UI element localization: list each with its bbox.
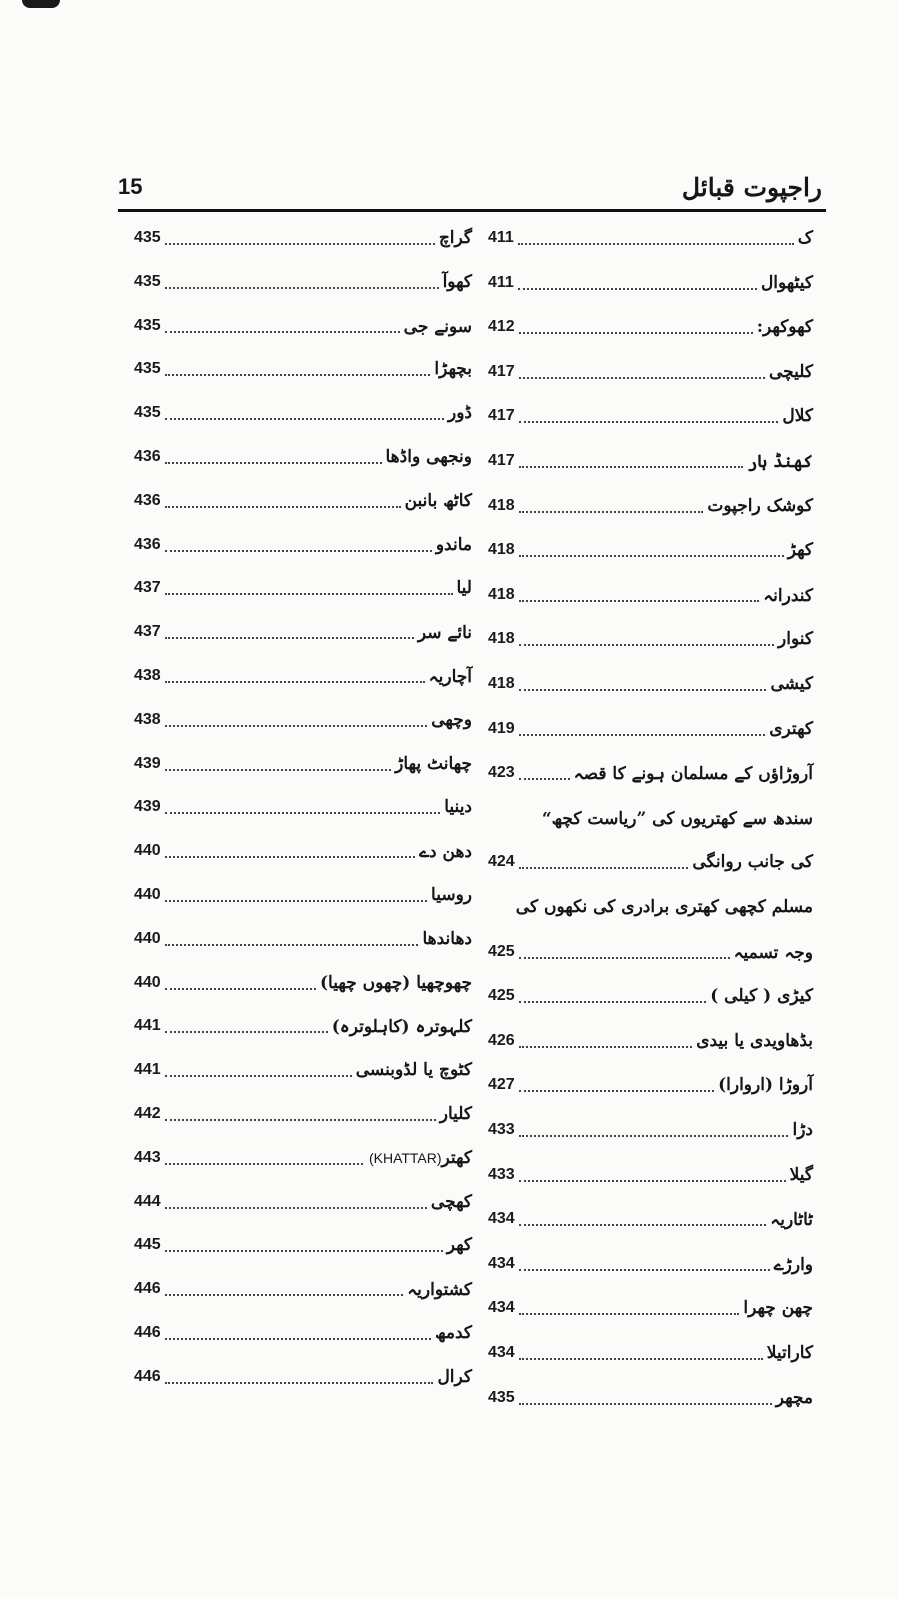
toc-entry [134, 656, 472, 696]
dot-leader [165, 1338, 431, 1340]
dot-leader [165, 812, 441, 814]
entry-page-number: 418 [488, 497, 515, 514]
entry-page-number: 423 [488, 764, 515, 781]
entry-page-number: 437 [134, 579, 161, 596]
entry-page-number: 417 [488, 452, 515, 469]
toc-entry [488, 307, 813, 347]
dot-leader [519, 1001, 707, 1003]
entry-title: کشتواریہ [407, 1279, 472, 1300]
entry-page-number: 439 [134, 755, 161, 772]
toc-entry [488, 1110, 813, 1150]
page-header [118, 150, 826, 212]
entry-title: کھچی [430, 1192, 472, 1212]
entry-page-number: 446 [134, 1324, 161, 1341]
toc-entry [488, 1155, 813, 1195]
toc-entry [134, 393, 472, 433]
toc-entry [488, 1244, 813, 1284]
dot-leader [519, 867, 689, 869]
entry-title: کلال [782, 406, 813, 426]
entry-title: کٹوچ یا لڈوبنسی [355, 1060, 472, 1080]
entry-page-number: 435 [134, 360, 161, 377]
toc-entry [488, 218, 813, 258]
entry-title: وارڑے [773, 1254, 813, 1275]
entry-title: کھتر [441, 1148, 472, 1168]
entry-page-number: 435 [134, 317, 161, 334]
entry-title: وجہ تسمیہ [733, 942, 813, 963]
entry-page-number: 435 [134, 404, 161, 421]
toc-entry [134, 481, 472, 521]
entry-title: ٹاٹاریہ [770, 1209, 813, 1230]
entry-title: نائے سر [417, 622, 472, 643]
toc-entry [134, 612, 472, 652]
dot-leader [519, 1090, 714, 1092]
dot-leader [165, 1163, 363, 1165]
entry-title: کوشک راجپوت [707, 496, 813, 516]
dot-leader [165, 1294, 404, 1296]
page-corner-mark [22, 0, 60, 8]
toc-entry [488, 1288, 813, 1328]
entry-title: ک [797, 228, 813, 248]
toc-entry [488, 709, 813, 749]
entry-page-number: 434 [488, 1210, 515, 1227]
dot-leader [519, 555, 784, 557]
toc-entry [134, 1138, 472, 1178]
entry-title: چھوچھیا (چھوں چھیا) [320, 973, 472, 993]
entry-title: مچھر [775, 1388, 813, 1408]
dot-leader [519, 778, 570, 780]
toc-entry [134, 218, 472, 258]
dot-leader [519, 1403, 772, 1405]
dot-leader [165, 506, 401, 508]
toc-entry [134, 1006, 472, 1046]
dot-leader [165, 988, 316, 990]
dot-leader [519, 1313, 740, 1315]
toc-entry [488, 887, 813, 927]
entry-title: کی جانب روانگی [692, 852, 813, 872]
toc-entry [488, 842, 813, 882]
entry-title: مسلم کچھی کھتری برادری کی نکھوں کی [515, 897, 813, 917]
dot-leader [165, 944, 419, 946]
toc-entry [134, 787, 472, 827]
entry-page-number: 438 [134, 667, 161, 684]
entry-page-number: 442 [134, 1105, 161, 1122]
entry-page-number: 436 [134, 536, 161, 553]
toc-entry [134, 963, 472, 1003]
entry-title: کنوار [778, 629, 813, 649]
toc-entry [134, 306, 472, 346]
toc-entry [134, 437, 472, 477]
entry-title: کلیار [439, 1104, 472, 1124]
entry-title: ڈور [448, 403, 472, 423]
entry-title: کھتری [769, 719, 813, 739]
toc-entry [488, 1065, 813, 1105]
toc-entry [134, 1313, 472, 1353]
dot-leader [519, 421, 779, 423]
dot-leader [165, 374, 431, 376]
entry-page-number: 439 [134, 798, 161, 815]
entry-title: وچھی [431, 710, 472, 730]
entry-title: لیا [456, 578, 472, 598]
entry-page-number: 411 [488, 229, 514, 246]
entry-page-number: 436 [134, 448, 161, 465]
dot-leader [519, 734, 766, 736]
toc-entry [488, 932, 813, 972]
entry-title: کھر [446, 1235, 472, 1255]
entry-page-number: 435 [488, 1389, 515, 1406]
dot-leader [165, 1031, 328, 1033]
toc-entry [134, 744, 472, 784]
dot-leader [165, 681, 425, 683]
dot-leader [165, 1075, 352, 1077]
toc-entry [488, 1021, 813, 1061]
entry-page-number: 435 [134, 273, 161, 290]
dot-leader [165, 593, 453, 595]
entry-title: آروڑاؤں کے مسلمان ہونے کا قصہ [573, 763, 813, 784]
entry-page-number: 424 [488, 853, 515, 870]
dot-leader [165, 725, 428, 727]
entry-page-number: 418 [488, 541, 515, 558]
entry-page-number: 425 [488, 943, 515, 960]
toc-entry [134, 1269, 472, 1309]
entry-page-number: 417 [488, 407, 515, 424]
toc-entry [134, 525, 472, 565]
entry-title: کرال [437, 1367, 472, 1387]
dot-leader [519, 1358, 763, 1360]
entry-page-number: 437 [134, 623, 161, 640]
toc-entry [134, 1094, 472, 1134]
entry-page-number: 441 [134, 1017, 161, 1034]
entry-title: کاٹھ بانبن [404, 491, 472, 511]
toc-entry [488, 798, 813, 838]
entry-title: کھوکھر: [756, 317, 813, 337]
toc-entry [488, 263, 813, 303]
entry-title: آروڑا (اروارا) [718, 1075, 813, 1095]
entry-page-number: 411 [488, 274, 514, 291]
entry-title: بڈھاویدی یا بیدی [696, 1031, 813, 1051]
running-title: راجپوت قبائل [681, 173, 822, 202]
entry-page-number: 435 [134, 229, 161, 246]
entry-page-number: 440 [134, 930, 161, 947]
entry-page-number: 436 [134, 492, 161, 509]
entry-title: بچھڑا [434, 359, 472, 379]
dot-leader [519, 1135, 789, 1137]
entry-page-number: 412 [488, 318, 515, 335]
entry-title: کاراتیلا [766, 1343, 813, 1363]
entry-page-number: 446 [134, 1280, 161, 1297]
entry-title: کیڑی ( کیلی ) [710, 986, 813, 1006]
toc-entry [134, 568, 472, 608]
toc-entry [488, 486, 813, 526]
entry-title: کلیچی [769, 362, 813, 382]
entry-page-number: 433 [488, 1166, 515, 1183]
dot-leader [165, 1250, 443, 1252]
entry-title: کیٹھوال [760, 273, 813, 293]
dot-leader [165, 331, 400, 333]
dot-leader [518, 243, 794, 245]
entry-title: کدمھ [435, 1323, 472, 1343]
header-rule [118, 209, 826, 212]
toc-entry [134, 1050, 472, 1090]
entry-page-number: 445 [134, 1236, 161, 1253]
toc-entry [488, 396, 813, 436]
dot-leader [165, 550, 432, 552]
dot-leader [165, 637, 414, 639]
entry-title: گراچ [438, 228, 472, 248]
dot-leader [519, 644, 774, 646]
dot-leader [165, 418, 444, 420]
entry-page-number: 418 [488, 675, 515, 692]
dot-leader [519, 689, 767, 691]
entry-page-number: 434 [488, 1344, 515, 1361]
toc-entry [134, 1182, 472, 1222]
dot-leader [165, 1119, 436, 1121]
dot-leader [519, 511, 704, 513]
dot-leader [165, 769, 391, 771]
entry-title: دھن دے [419, 841, 472, 862]
entry-title: دینیا [444, 797, 472, 817]
entry-page-number: 444 [134, 1193, 161, 1210]
dot-leader [165, 1382, 434, 1384]
entry-title: دڑا [792, 1120, 813, 1140]
entry-title: روسیا [431, 885, 472, 905]
dot-leader [519, 1046, 692, 1048]
toc-entry [134, 831, 472, 871]
dot-leader [165, 462, 382, 464]
dot-leader [519, 377, 765, 379]
dot-leader [519, 332, 753, 334]
entry-title: کھوآ [442, 272, 472, 292]
toc-entry [488, 1333, 813, 1373]
toc-entry [488, 352, 813, 392]
entry-title: ونجھی واڈھا [385, 447, 472, 467]
toc-entry [488, 619, 813, 659]
toc-entry [134, 349, 472, 389]
toc-entry [488, 441, 813, 481]
toc-entry [134, 262, 472, 302]
page-number: 15 [118, 174, 143, 199]
entry-title: چھن چھرا [743, 1298, 813, 1318]
toc-entry [488, 575, 813, 615]
entry-title: کلہوترہ (کاہلوترہ) [331, 1016, 472, 1037]
entry-title: گیلا [789, 1165, 813, 1185]
entry-title: چھانٹ پھاڑ [395, 754, 472, 774]
entry-page-number: 440 [134, 842, 161, 859]
dot-leader [518, 288, 757, 290]
entry-page-number: 441 [134, 1061, 161, 1078]
entry-page-number: 434 [488, 1299, 515, 1316]
entry-page-number: 440 [134, 886, 161, 903]
entry-page-number: 433 [488, 1121, 515, 1138]
toc-entry [488, 753, 813, 793]
entry-page-number: 434 [488, 1255, 515, 1272]
entry-page-number: 438 [134, 711, 161, 728]
dot-leader [519, 1180, 786, 1182]
entry-title: آچاریہ [428, 666, 472, 687]
dot-leader [165, 243, 435, 245]
toc-entry [134, 1225, 472, 1265]
entry-title: دھاندھا [422, 929, 472, 949]
entry-title: کندرانہ [763, 585, 813, 606]
dot-leader [519, 957, 730, 959]
entry-title: کھڑ [787, 540, 813, 560]
entry-page-number: 419 [488, 720, 515, 737]
toc-entry [134, 1357, 472, 1397]
entry-title: کھنڈ ہار [747, 451, 813, 472]
entry-title: سونے جی [403, 316, 472, 337]
toc-entry [134, 700, 472, 740]
dot-leader [519, 600, 760, 602]
entry-page-number: 427 [488, 1076, 515, 1093]
toc-entry [488, 1378, 813, 1418]
toc-entry [488, 976, 813, 1016]
dot-leader [165, 856, 415, 858]
entry-page-number: 443 [134, 1149, 161, 1166]
dot-leader [165, 900, 427, 902]
entry-title: سندھ سے کھتریوں کی ”ریاست کچھ“ [541, 808, 813, 829]
dot-leader [519, 1269, 770, 1271]
entry-page-number: 426 [488, 1032, 515, 1049]
dot-leader [165, 1207, 427, 1209]
toc-entry [488, 664, 813, 704]
dot-leader [519, 1224, 767, 1226]
toc-entry [134, 919, 472, 959]
entry-title: ماندو [435, 535, 472, 555]
entry-page-number: 440 [134, 974, 161, 991]
entry-latin-name: (KHATTAR) [368, 1150, 442, 1166]
entry-page-number: 446 [134, 1368, 161, 1385]
entry-title: کیشی [770, 674, 813, 694]
dot-leader [519, 466, 744, 468]
entry-page-number: 425 [488, 987, 515, 1004]
dot-leader [165, 287, 439, 289]
toc-entry [134, 875, 472, 915]
toc-entry [488, 530, 813, 570]
entry-page-number: 417 [488, 363, 515, 380]
entry-page-number: 418 [488, 586, 515, 603]
toc-entry [488, 1199, 813, 1239]
entry-page-number: 418 [488, 630, 515, 647]
